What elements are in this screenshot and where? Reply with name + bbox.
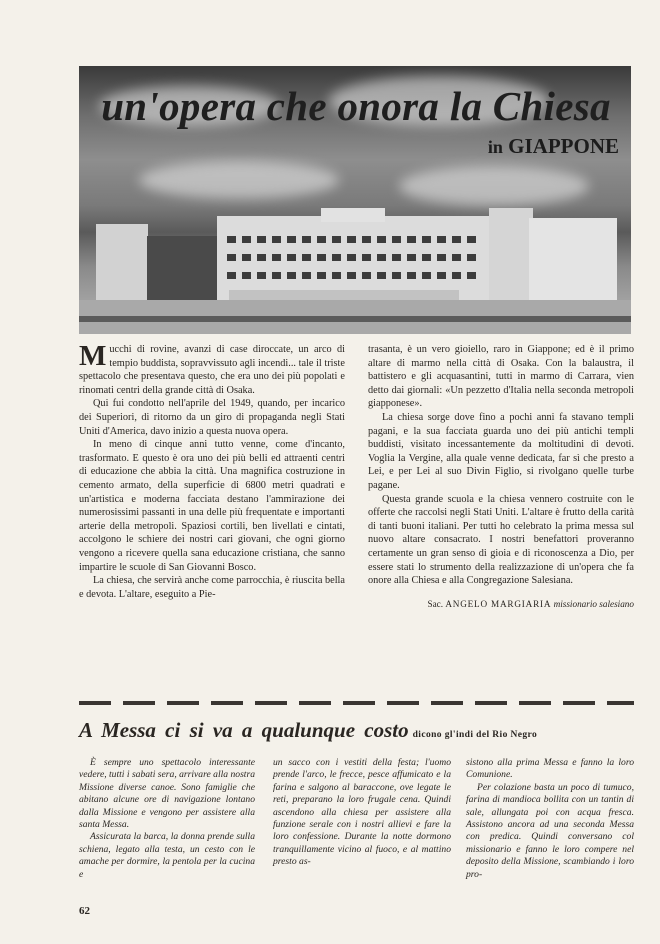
header-photo (79, 66, 631, 334)
building-right-wing (529, 218, 617, 300)
article2-column-3 (466, 757, 634, 881)
paragraph: La chiesa, che servirà anche come parrocchia, è riuscita bella e devota. L'altare, eseguito a Pie- (79, 575, 345, 600)
page-subtitle (488, 134, 619, 159)
window-row (227, 236, 476, 243)
paragraph: In meno di cinque anni tutto venne, come d'incanto, trasformato. E questo è ora uno dei più belli ed attraenti centri di educazione che abbia la città. Una magnifica costruzione in cemento armato, della superficie di 6800 metri quadrati e un'artistica e moderna facciata destano l'ammirazione dei numerosissimi passanti in una delle più frequentate e importanti arterie della metropoli. Spaziosi cortili, ben livellati e cintati, accolgono le schiere dei nostri cari giovani, che ogni giorno vengono a ricevere quella sana educazione cristiana, che sanno impartire le scuole di San Giovanni Bosco. (79, 439, 345, 573)
dropcap: M (79, 340, 107, 372)
article2-title-tail: dicono gl'indi del Rio Negro (412, 730, 538, 740)
paragraph-text: ucchi di rovine, avanzi di case diroccate, un arco di tempio buddista, sopravvissuto agli incendi... tale il triste spettacolo che presentava questo, che era uno dei più popolati e rinomati centri della grande città di Osaka. (79, 344, 345, 396)
article-column-right (368, 343, 634, 611)
article2-heading (79, 718, 635, 743)
building-dark-block (147, 236, 219, 300)
paragraph: Per colazione basta un poco di tumuco, farina di mandioca bollita con un tantin di sale, allungata poi con acqua fresca. Assistono ancora ad una seconda Messa con predica. Quindi conversano col missionario e fanno le loro compere nel deposito della Missione, scambiando i loro pro- (466, 781, 634, 880)
paragraph: trasanta, è un vero gioiello, raro in Giappone; ed è il primo altare di marmo nella città di Osaka. Con la balaustra, il battistero e gli acquasantini, tutti in marmo di Carrara, vien detto dai giornali: «Un pezzetto d'Italia nella seconda metropoli giapponese». (368, 344, 634, 410)
paragraph: Qui fui condotto nell'aprile del 1949, quando, per incarico dei Superiori, di ritorno da un giro di propaganda negli Stati Uniti d'America, davo inizio a questa nuova opera. (79, 398, 345, 437)
paragraph: Questa grande scuola e la chiesa vennero costruite con le offerte che raccolsi negli Stati Uniti. L'altare è frutto della carità di tanti buoni italiani. Per tutti ho celebrato la prima messa sul nuovo altare consacrato. I nostri benefattori proveranno certamente un gran senso di gioia e di riconoscenza a Dio, per essere stati lo strumento della realizzazione di un'opera che fa onore alla Chiesa e alla Congregazione Salesiana. (368, 493, 634, 587)
cloud (399, 166, 589, 206)
article2-title: A Messa ci si va a qualunque costo (79, 718, 409, 742)
page-number: 62 (79, 905, 90, 917)
article2-column-1 (79, 757, 255, 881)
subtitle-country: GIAPPONE (508, 134, 619, 158)
sidewalk (79, 316, 631, 322)
paragraph: un sacco con i vestiti della festa; l'uomo prende l'arco, le frecce, pesce affumicato e la farina e salgono al baraccone, ove legate le reti, preparano la loro frugale cena. Quindi ascendono alla chiesa per assistere alla funzione serale con i nostri allievi e fare la loro confessione. Durante la notte dormono tranquillamente vicino al fuoco, e al mattino presto as- (273, 757, 451, 868)
article-column-left (79, 340, 345, 601)
page-title: un'opera che onora la Chiesa (101, 83, 611, 129)
paragraph: La chiesa sorge dove fino a pochi anni fa stavano templi pagani, e la sua facciata guarda uno dei più antichi templi buddisti, visitato incessantemente da moltitudini di devoti. Voglia la Vergine, alla quale venne dedicata, far sì che presto a Lei, e per Lei al suo Divin Figlio, si rivolgano quelle turbe pagane. (368, 411, 634, 491)
window-row (227, 254, 476, 261)
building-tower (321, 208, 385, 222)
article2-column-2 (273, 757, 451, 869)
paragraph: Assicurata la barca, la donna prende sulla schiena, legato alla testa, un cesto con le amache per dormire, la pentola per la cucina e (79, 831, 255, 880)
window-row (227, 272, 476, 279)
paragraph: È sempre uno spettacolo interessante vedere, tutti i sabati sera, arrivare alla nostra Missione diverse canoe. Sono famiglie che abitano alcune ore di navigazione lontano dalla Missione e vengono per assistere alla santa Messa. (79, 757, 255, 831)
building-left-wing (96, 224, 148, 300)
section-divider (79, 701, 634, 705)
cloud (139, 161, 339, 199)
subtitle-prefix: in (487, 137, 503, 157)
paragraph: sistono alla prima Messa e fanno la loro Comunione. (466, 757, 634, 781)
building-right-block (489, 208, 533, 300)
signature-name: ANGELO MARGIARIA (445, 598, 552, 609)
signature-prefix: Sac. (427, 598, 444, 609)
paragraph (79, 340, 345, 397)
signature-role: missionario salesiano (553, 598, 634, 609)
author-signature (368, 598, 634, 612)
